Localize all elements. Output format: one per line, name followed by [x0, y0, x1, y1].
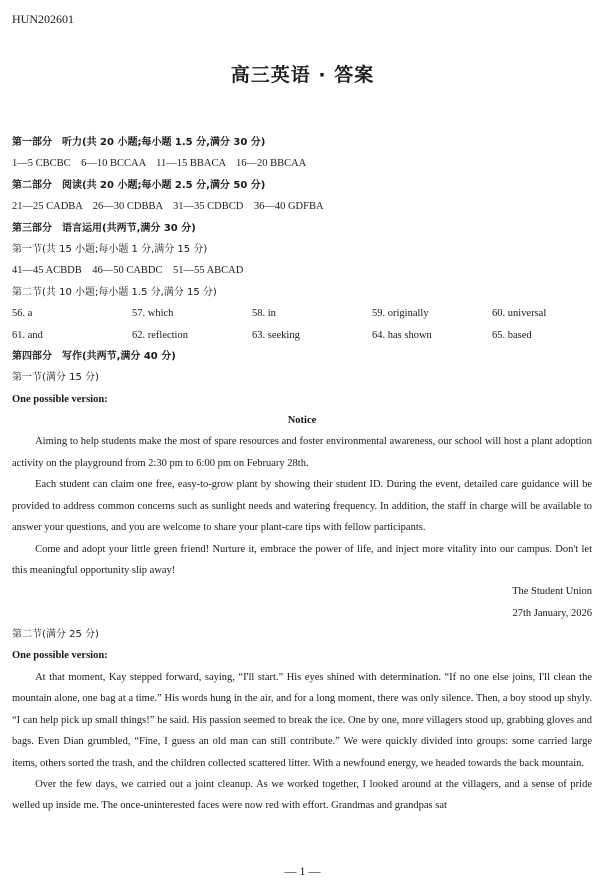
answer-63: 63. seeking: [252, 329, 300, 341]
part1-answers: 1—5 CBCBC 6—10 BCCAA 11—15 BBACA 16—20 BBCAA: [12, 158, 307, 170]
section2-version-label: One possible version:: [12, 650, 108, 662]
answer-61: 61. and: [12, 329, 43, 341]
part3-section2-heading: 第二节(共 10 小题;每小题 1.5 分,满分 15 分): [12, 286, 217, 298]
part3-section1-heading: 第一节(共 15 小题;每小题 1 分,满分 15 分): [12, 243, 208, 255]
part4-heading: 第四部分 写作(共两节,满分 40 分): [12, 350, 176, 362]
part3-section1-answers: 41—45 ACBDB 46—50 CABDC 51—55 ABCAD: [12, 265, 244, 277]
section1-version-label: One possible version:: [12, 393, 108, 405]
answer-58: 58. in: [252, 308, 276, 320]
notice-paragraph-2: Each student can claim one free, easy-to-grow plant by showing their student ID. During the event, detailed care guidance will be provided to address common concerns such as sunlight needs and watering frequency. In addition, the staff in charge will be available to answer your questions, and you are welcome to share your plant-care tips with fellow participants.: [12, 479, 592, 534]
exam-code: HUN202601: [12, 12, 74, 26]
part4-section2-heading: 第二节(满分 25 分): [12, 629, 99, 641]
answer-59: 59. originally: [372, 308, 429, 320]
page-number: — 1 —: [284, 864, 321, 878]
part2-heading: 第二部分 阅读(共 20 小题;每小题 2.5 分,满分 50 分): [12, 179, 266, 191]
story-paragraph-1: At that moment, Kay stepped forward, saying, “I'll start.” His eyes shined with determination. “If no one else joins, I'll clean the mountain alone, one bag at a time.” His words hung in the air, and for a long moment, there was only silence. Then, a boy stood up shyly. “I can help pick up small things!” he said. His passion seemed to break the ice. One by one, more villagers stood up, grabbing gloves and bags. Even Dian grumbled, “Fine, I guess an old man can still contribute.” We were quickly divided into groups: some carried large items, others sorted the trash, and the children collected scattered litter. With a newfound energy, we headed towards the back mountain.: [12, 671, 592, 769]
part3-section2-row2: [12, 325, 592, 346]
answer-60: 60. universal: [492, 308, 547, 320]
part4-section1-heading: 第一节(满分 15 分): [12, 372, 99, 384]
part1-heading: 第一部分 听力(共 20 小题;每小题 1.5 分,满分 30 分): [12, 137, 266, 148]
answer-57: 57. which: [132, 308, 174, 320]
answer-64: 64. has shown: [372, 329, 432, 341]
story-paragraph-2: Over the few days, we carried out a joint cleanup. As we worked together, I looked around at the villagers, and a sense of pride welled up inside me. The once-uninterested faces were now red with effort. Grandmas and grandpas sat: [12, 778, 592, 812]
part2-answers: 21—25 CADBA 26—30 CDBBA 31—35 CDBCD 36—40 GDFBA: [12, 201, 324, 213]
notice-signature: The Student Union: [512, 586, 592, 598]
notice-paragraph-1: Aiming to help students make the most of spare resources and foster environmental awareness, our school will host a plant adoption activity on the playground from 2:30 pm to 6:00 pm on February 28th.: [12, 436, 592, 469]
part3-heading: 第三部分 语言运用(共两节,满分 30 分): [12, 222, 196, 234]
part3-section2-row1: [12, 303, 592, 324]
essay-title: Notice: [287, 415, 317, 427]
notice-paragraph-3: Come and adopt your little green friend! Nurture it, embrace the power of life, and inject more vitality into our campus. Don't let this meaningful opportunity slip away!: [12, 543, 592, 576]
answer-65: 65. based: [492, 329, 532, 341]
answer-56: 56. a: [12, 308, 33, 320]
answer-62: 62. reflection: [132, 329, 188, 341]
notice-date: 27th January, 2026: [512, 607, 592, 619]
answer-content: [12, 132, 592, 817]
page-title: 高三英语 · 答案: [230, 64, 375, 86]
